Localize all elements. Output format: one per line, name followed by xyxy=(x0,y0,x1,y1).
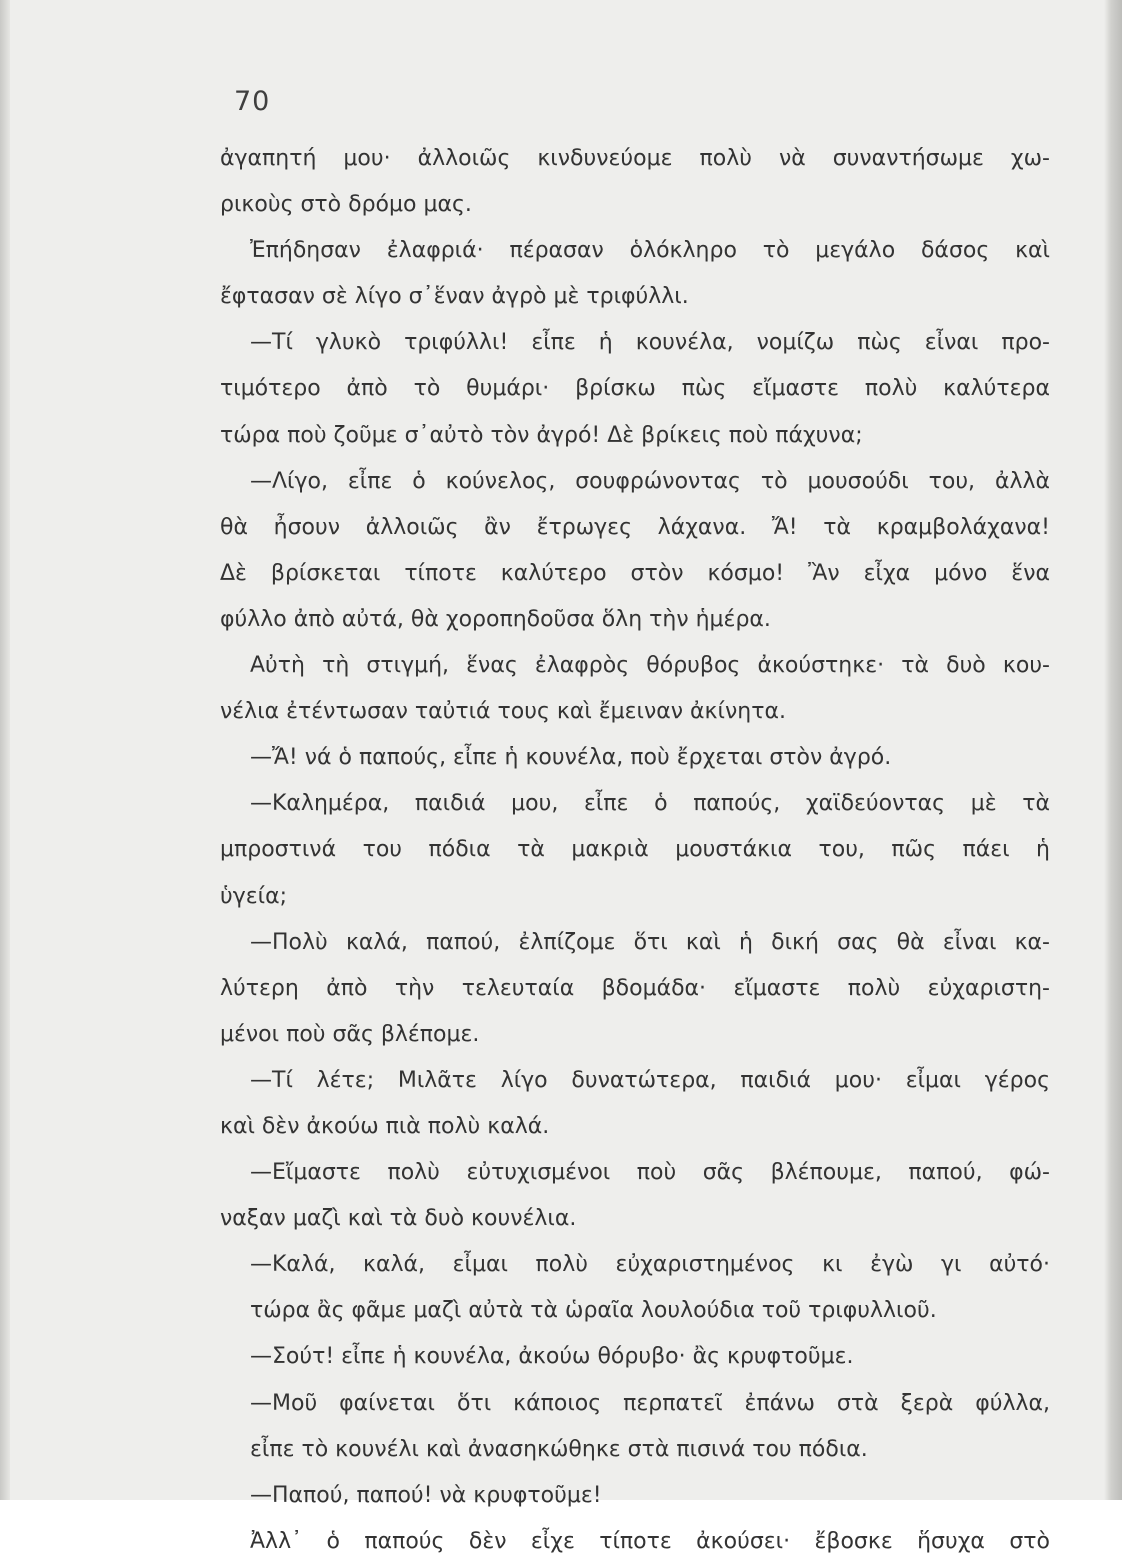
text-line: μπροστινά του πόδια τὰ μακριὰ μουστάκια του, πῶς πάει ἡ xyxy=(220,837,1050,863)
text-line: —Σούτ! εἶπε ἡ κουνέλα, ἀκούω θόρυβο· ἂς κρυφτοῦμε. xyxy=(250,1344,854,1370)
text-line: —Μοῦ φαίνεται ὅτι κάποιος περπατεῖ ἐπάνω στὰ ξερὰ φύλλα, xyxy=(250,1390,1050,1416)
text-line: ναξαν μαζὶ καὶ τὰ δυὸ κουνέλια. xyxy=(220,1206,577,1232)
text-line: φύλλο ἀπὸ αὐτά, θὰ χοροπηδοῦσα ὅλη τὴν ἡμέρα. xyxy=(220,606,771,632)
text-line: Ἐπήδησαν ἐλαφριά· πέρασαν ὁλόκληρο τὸ μεγάλο δάσος καὶ xyxy=(250,238,1050,264)
text-line: —Πολὺ καλά, παπού, ἐλπίζομε ὅτι καὶ ἡ δική σας θὰ εἶναι κα- xyxy=(250,929,1050,955)
text-line: —Τί λέτε; Μιλᾶτε λίγο δυνατώτερα, παιδιά μου· εἶμαι γέρος xyxy=(250,1067,1050,1093)
text-line: —Λίγο, εἶπε ὁ κούνελος, σουφρώνοντας τὸ μουσούδι του, ἀλλὰ xyxy=(250,468,1050,494)
page-right-edge xyxy=(1104,0,1122,1500)
text-line: —Καλημέρα, παιδιά μου, εἶπε ὁ παπούς, χαϊδεύοντας μὲ τὰ xyxy=(250,791,1050,817)
text-line: νέλια ἐτέντωσαν ταὐτιά τους καὶ ἔμειναν ἀκίνητα. xyxy=(220,699,786,725)
text-line: λύτερη ἀπὸ τὴν τελευταία βδομάδα· εἴμαστε πολὺ εὐχαριστη- xyxy=(220,975,1050,1001)
text-line: εἶπε τὸ κουνέλι καὶ ἀνασηκώθηκε στὰ πισινά του πόδια. xyxy=(250,1436,868,1462)
text-line: —Ἄ! νά ὁ παπούς, εἶπε ἡ κουνέλα, ποὺ ἔρχεται στὸν ἀγρό. xyxy=(250,745,892,771)
page-left-edge xyxy=(0,0,10,1500)
text-line: μένοι ποὺ σᾶς βλέπομε. xyxy=(220,1021,480,1047)
text-line: Αὐτὴ τὴ στιγμή, ἕνας ἐλαφρὸς θόρυβος ἀκούστηκε· τὰ δυὸ κου- xyxy=(250,653,1050,679)
page-number: 70 xyxy=(234,86,271,117)
text-line: ἔφτασαν σὲ λίγο σ᾿ἕναν ἀγρὸ μὲ τριφύλλι. xyxy=(220,284,689,310)
text-line: Δὲ βρίσκεται τίποτε καλύτερο στὸν κόσμο! Ἂν εἶχα μόνο ἕνα xyxy=(220,560,1050,586)
text-line: —Εἴμαστε πολὺ εὐτυχισμένοι ποὺ σᾶς βλέπουμε, παπού, φώ- xyxy=(250,1160,1050,1186)
text-line: Ἀλλ᾿ ὁ παπούς δὲν εἶχε τίποτε ἀκούσει· ἔβοσκε ἥσυχα στὸ xyxy=(250,1528,1050,1554)
text-line: ὑγεία; xyxy=(220,883,287,909)
text-line: θὰ ἦσουν ἀλλοιῶς ἂν ἔτρωγες λάχανα. Ἄ! τὰ κραμβολάχανα! xyxy=(220,514,1050,540)
text-line: ἀγαπητή μου· ἀλλοιῶς κινδυνεύομε πολὺ νὰ συναντήσωμε χω- xyxy=(220,146,1050,171)
body-text xyxy=(220,136,1050,1565)
text-line: καὶ δὲν ἀκούω πιὰ πολὺ καλά. xyxy=(220,1113,550,1139)
text-line: ρικοὺς στὸ δρόμο μας. xyxy=(220,192,472,218)
text-line: τώρα ἂς φᾶμε μαζὶ αὐτὰ τὰ ὡραῖα λουλούδια τοῦ τριφυλλιοῦ. xyxy=(250,1298,937,1324)
text-line: —Παπού, παπού! νὰ κρυφτοῦμε! xyxy=(250,1482,602,1508)
text-line: τώρα ποὺ ζοῦμε σ᾿αὐτὸ τὸν ἀγρό! Δὲ βρίκεις ποὺ πάχυνα; xyxy=(220,422,863,448)
text-line: τιμότερο ἀπὸ τὸ θυμάρι· βρίσκω πὼς εἴμαστε πολὺ καλύτερα xyxy=(220,376,1050,402)
text-line: —Καλά, καλά, εἶμαι πολὺ εὐχαριστημένος κι ἐγὼ γι αὐτό· xyxy=(250,1252,1050,1278)
text-line: —Τί γλυκὸ τριφύλλι! εἶπε ἡ κουνέλα, νομίζω πὼς εἶναι προ- xyxy=(250,330,1050,356)
